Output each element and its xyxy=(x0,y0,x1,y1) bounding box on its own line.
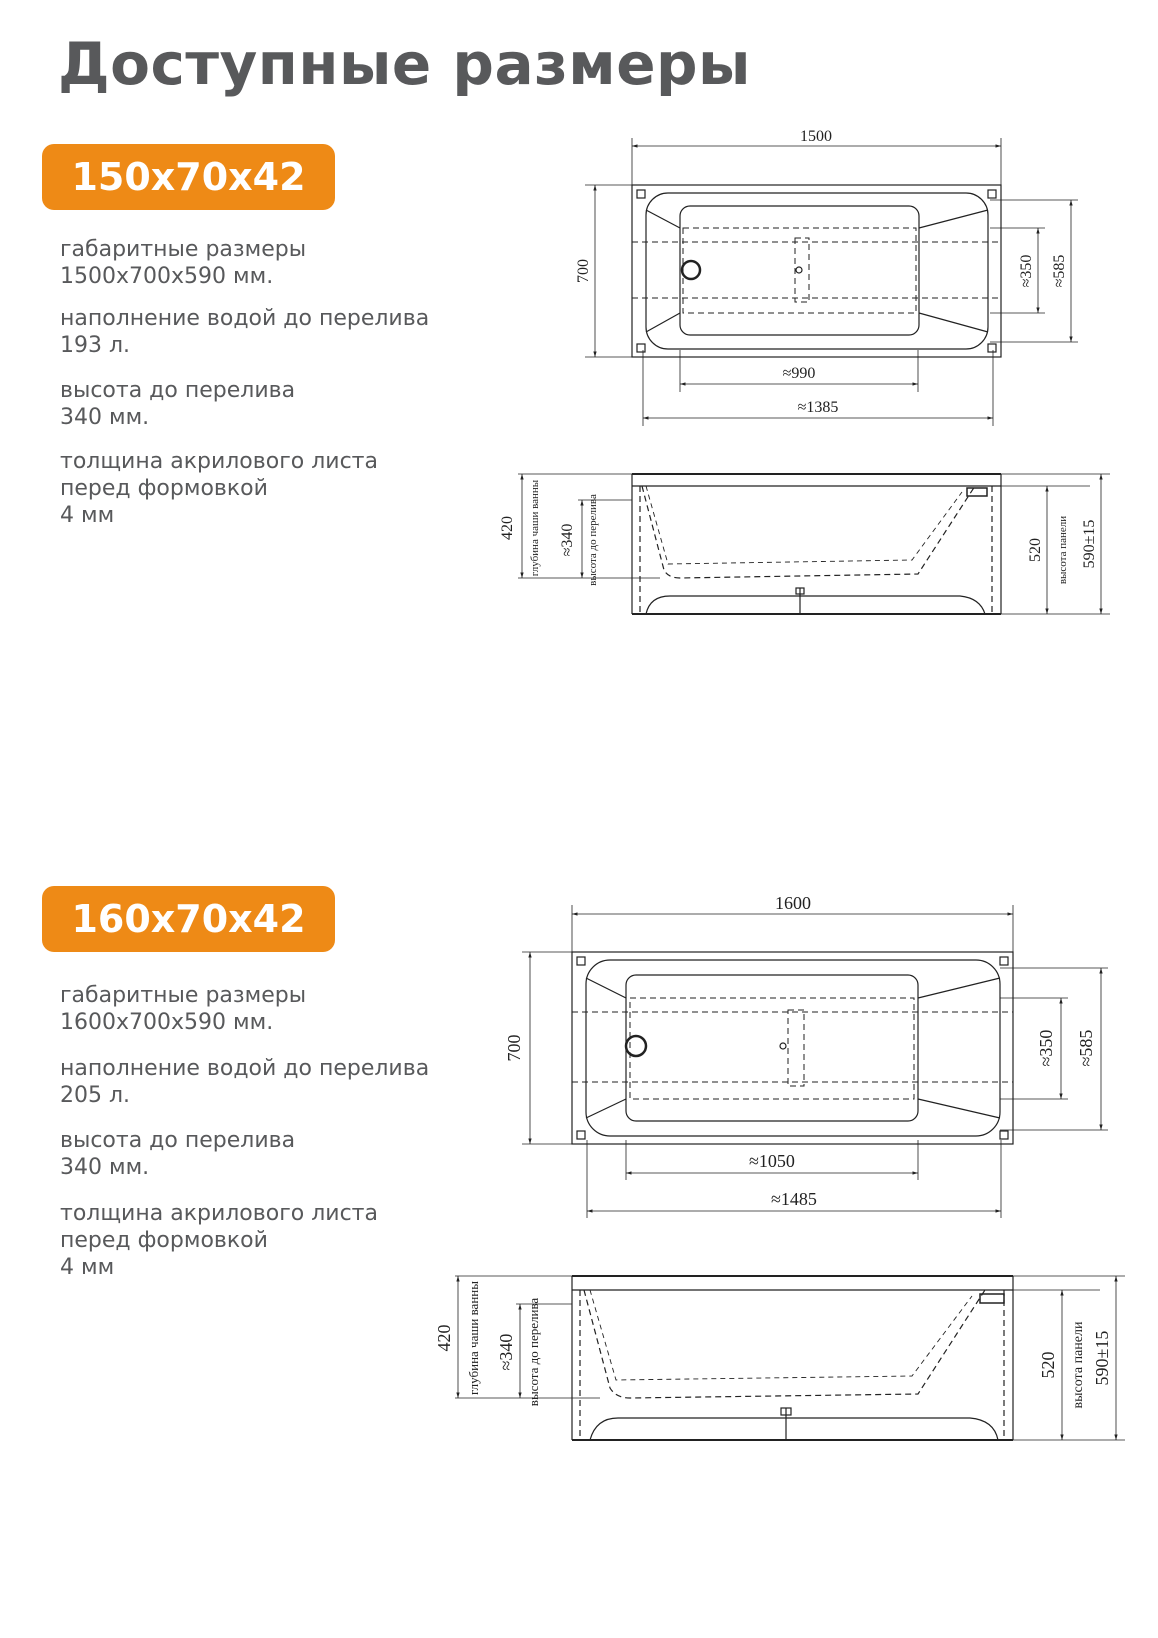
spec-label: высота до перелива xyxy=(60,1128,296,1153)
dim-panel-label: высота панели xyxy=(1057,515,1069,585)
spec-value: 340 мм. xyxy=(60,405,150,430)
dim-overflow: ≈340 xyxy=(559,523,576,557)
spec-label: высота до перелива xyxy=(60,378,296,403)
side-view-160 xyxy=(455,1276,1125,1440)
dim-depth: 420 xyxy=(434,1324,454,1352)
dim-total: 590±15 xyxy=(1081,519,1098,569)
model-badge-150: 150x70x42 xyxy=(42,144,335,210)
spec-value: 193 л. xyxy=(60,333,131,358)
spec-value: 340 мм. xyxy=(60,1155,150,1180)
page-title: Доступные размеры xyxy=(58,30,752,98)
spec-label: толщина акрилового листа перед формовкой xyxy=(60,1201,378,1253)
dim-frame-outer: ≈585 xyxy=(1076,1029,1096,1067)
spec-label: наполнение водой до перелива xyxy=(60,1056,430,1081)
dim-overflow-label: высота до перелива xyxy=(526,1297,541,1407)
dim-frame-inner: ≈350 xyxy=(1036,1029,1056,1067)
spec-label: наполнение водой до перелива xyxy=(60,306,430,331)
spec-value: 1500x700x590 мм. xyxy=(60,264,274,289)
dim-frame-inner: ≈350 xyxy=(1018,254,1035,288)
dim-length: 1600 xyxy=(775,893,811,913)
side-view-150 xyxy=(518,474,1110,614)
spec-label: толщина акрилового листа перед формовкой xyxy=(60,449,378,501)
dim-width: 700 xyxy=(575,259,592,283)
dim-depth: 420 xyxy=(499,516,516,540)
spec-value: 205 л. xyxy=(60,1083,131,1108)
dim-panel-label: высота панели xyxy=(1071,1321,1086,1409)
top-view-150 xyxy=(585,138,1078,426)
dim-total: 590±15 xyxy=(1092,1330,1112,1386)
spec-label: габаритные размеры xyxy=(60,983,307,1008)
spec-label: габаритные размеры xyxy=(60,237,307,262)
dim-panel: 520 xyxy=(1027,538,1044,562)
spec-value: 1600x700x590 мм. xyxy=(60,1010,274,1035)
dim-inner-bottom: ≈1050 xyxy=(749,1151,795,1171)
spec-value: 4 мм xyxy=(60,503,115,528)
dim-inner-rim: ≈1485 xyxy=(771,1189,817,1209)
spec-value: 4 мм xyxy=(60,1255,115,1280)
dim-depth-label: глубина чаши ванны xyxy=(529,479,541,577)
dim-length: 1500 xyxy=(800,128,832,145)
dim-overflow-label: высота до перелива xyxy=(587,494,599,586)
dim-overflow: ≈340 xyxy=(496,1333,516,1371)
model-badge-160: 160x70x42 xyxy=(42,886,335,952)
dim-width: 700 xyxy=(504,1034,524,1062)
dim-panel: 520 xyxy=(1038,1351,1058,1379)
dim-inner-rim: ≈1385 xyxy=(797,399,839,416)
dim-depth-label: глубина чаши ванны xyxy=(466,1281,481,1395)
top-view-160 xyxy=(522,905,1108,1218)
dim-frame-outer: ≈585 xyxy=(1051,254,1068,288)
dim-inner-bottom: ≈990 xyxy=(782,365,816,382)
